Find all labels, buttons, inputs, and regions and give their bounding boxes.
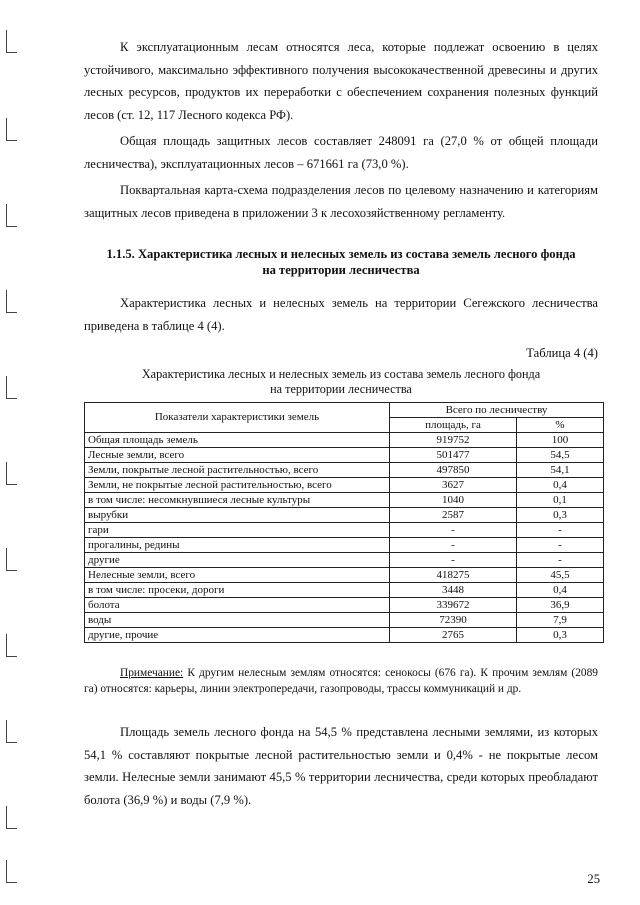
row-percent: 0,1 <box>517 493 604 508</box>
table-row <box>85 478 604 493</box>
page-number: 25 <box>587 872 600 886</box>
row-percent: - <box>517 538 604 553</box>
table-row <box>85 568 604 583</box>
margin-mark <box>6 204 17 227</box>
row-area: 418275 <box>390 568 517 583</box>
table-row <box>85 628 604 643</box>
table-title-line1: Характеристика лесных и нелесных земель из состава земель лесного фонда <box>141 367 541 381</box>
row-percent: 0,4 <box>517 583 604 598</box>
table-row <box>85 538 604 553</box>
margin-mark <box>6 634 17 657</box>
document-page <box>84 36 598 811</box>
table-note <box>84 665 598 697</box>
row-label: Нелесные земли, всего <box>85 568 390 583</box>
row-label: другие <box>85 553 390 568</box>
table-row <box>85 523 604 538</box>
row-label: в том числе: несомкнувшиеся лесные культуры <box>85 493 390 508</box>
table-row <box>85 508 604 523</box>
section-heading <box>84 246 598 278</box>
row-percent: 36,9 <box>517 598 604 613</box>
row-label: Лесные земли, всего <box>85 448 390 463</box>
row-label: Общая площадь земель <box>85 433 390 448</box>
row-area: 501477 <box>390 448 517 463</box>
margin-mark <box>6 462 17 485</box>
table-row <box>85 613 604 628</box>
section-heading-line1: 1.1.5. Характеристика лесных и нелесных земель из состава земель лесного фонда <box>106 247 576 261</box>
row-label: прогалины, редины <box>85 538 390 553</box>
row-area: 497850 <box>390 463 517 478</box>
row-percent: 0,3 <box>517 628 604 643</box>
row-label: воды <box>85 613 390 628</box>
margin-mark <box>6 720 17 743</box>
section-heading-line2: на территории лесничества <box>262 263 420 277</box>
row-percent: - <box>517 553 604 568</box>
row-area: - <box>390 538 517 553</box>
margin-mark <box>6 548 17 571</box>
paragraph-map-reference: Поквартальная карта-схема подразделения лесов по целевому назначению и категориям защитных лесов приведена в приложении 3 к лесохозяйственному регламенту. <box>84 183 598 220</box>
row-label: Земли, не покрытые лесной растительностью, всего <box>85 478 390 493</box>
row-percent: 0,4 <box>517 478 604 493</box>
header-percent: % <box>517 418 604 433</box>
row-percent: - <box>517 523 604 538</box>
table-row <box>85 433 604 448</box>
row-area: - <box>390 553 517 568</box>
margin-mark <box>6 118 17 141</box>
row-area: 1040 <box>390 493 517 508</box>
table-row <box>85 598 604 613</box>
table-row <box>85 553 604 568</box>
table-row <box>85 448 604 463</box>
row-label: болота <box>85 598 390 613</box>
margin-mark <box>6 376 17 399</box>
row-area: 2765 <box>390 628 517 643</box>
row-area: 3627 <box>390 478 517 493</box>
row-percent: 45,5 <box>517 568 604 583</box>
header-total-forestry: Всего по лесничеству <box>390 403 604 418</box>
row-area: 72390 <box>390 613 517 628</box>
row-label: вырубки <box>85 508 390 523</box>
table-title-line2: на территории лесничества <box>270 381 412 396</box>
row-area: 3448 <box>390 583 517 598</box>
intro-paragraph: Характеристика лесных и нелесных земель на территории Сегежского лесничества приведена в таблице 4 (4). <box>84 296 598 333</box>
paragraph-exploitation-forests: К эксплуатационным лесам относятся леса, которые подлежат освоению в целях устойчивого, максимально эффективного получения высококачественной древесины и других лесных ресурсов, продуктов их переработки с обеспечением сохранения полезных функций лесов (ст. 12, 117 Лесного кодекса РФ). <box>84 40 598 122</box>
row-label: гари <box>85 523 390 538</box>
row-percent: 0,3 <box>517 508 604 523</box>
row-label: Земли, покрытые лесной растительностью, всего <box>85 463 390 478</box>
margin-mark <box>6 30 17 53</box>
paragraph-protected-area: Общая площадь защитных лесов составляет 248091 га (27,0 % от общей площади лесничества), эксплуатационных лесов – 671661 га (73,0 %). <box>84 134 598 171</box>
land-characteristics-table <box>84 402 604 643</box>
final-paragraph: Площадь земель лесного фонда на 54,5 % представлена лесными землями, из которых 54,1 % составляют покрытые лесной растительностью земли и 0,4% - не покрытые лесом земли. Нелесные земли занимают 45,5 % территории лесничества, среди которых преобладают болота (36,9 %) и воды (7,9 %). <box>84 725 598 807</box>
note-label: Примечание: <box>120 667 184 679</box>
table-row <box>85 583 604 598</box>
row-area: 919752 <box>390 433 517 448</box>
table-label: Таблица 4 (4) <box>526 346 598 360</box>
binding-margin-marks <box>6 0 26 905</box>
row-label: в том числе: просеки, дороги <box>85 583 390 598</box>
row-label: другие, прочие <box>85 628 390 643</box>
row-percent: 100 <box>517 433 604 448</box>
row-percent: 54,5 <box>517 448 604 463</box>
table-row <box>85 493 604 508</box>
row-percent: 54,1 <box>517 463 604 478</box>
header-indicators: Показатели характеристики земель <box>85 403 390 433</box>
table-title <box>84 367 598 396</box>
row-percent: 7,9 <box>517 613 604 628</box>
margin-mark <box>6 860 17 883</box>
margin-mark <box>6 806 17 829</box>
row-area: 2587 <box>390 508 517 523</box>
row-area: 339672 <box>390 598 517 613</box>
row-area: - <box>390 523 517 538</box>
table-row <box>85 463 604 478</box>
note-text: К другим нелесным землям относятся: сенокосы (676 га). К прочим землям (2089 га) относятся: карьеры, линии электропередачи, газопроводы, трассы коммуникаций и др. <box>84 667 598 695</box>
header-area: площадь, га <box>390 418 517 433</box>
margin-mark <box>6 290 17 313</box>
